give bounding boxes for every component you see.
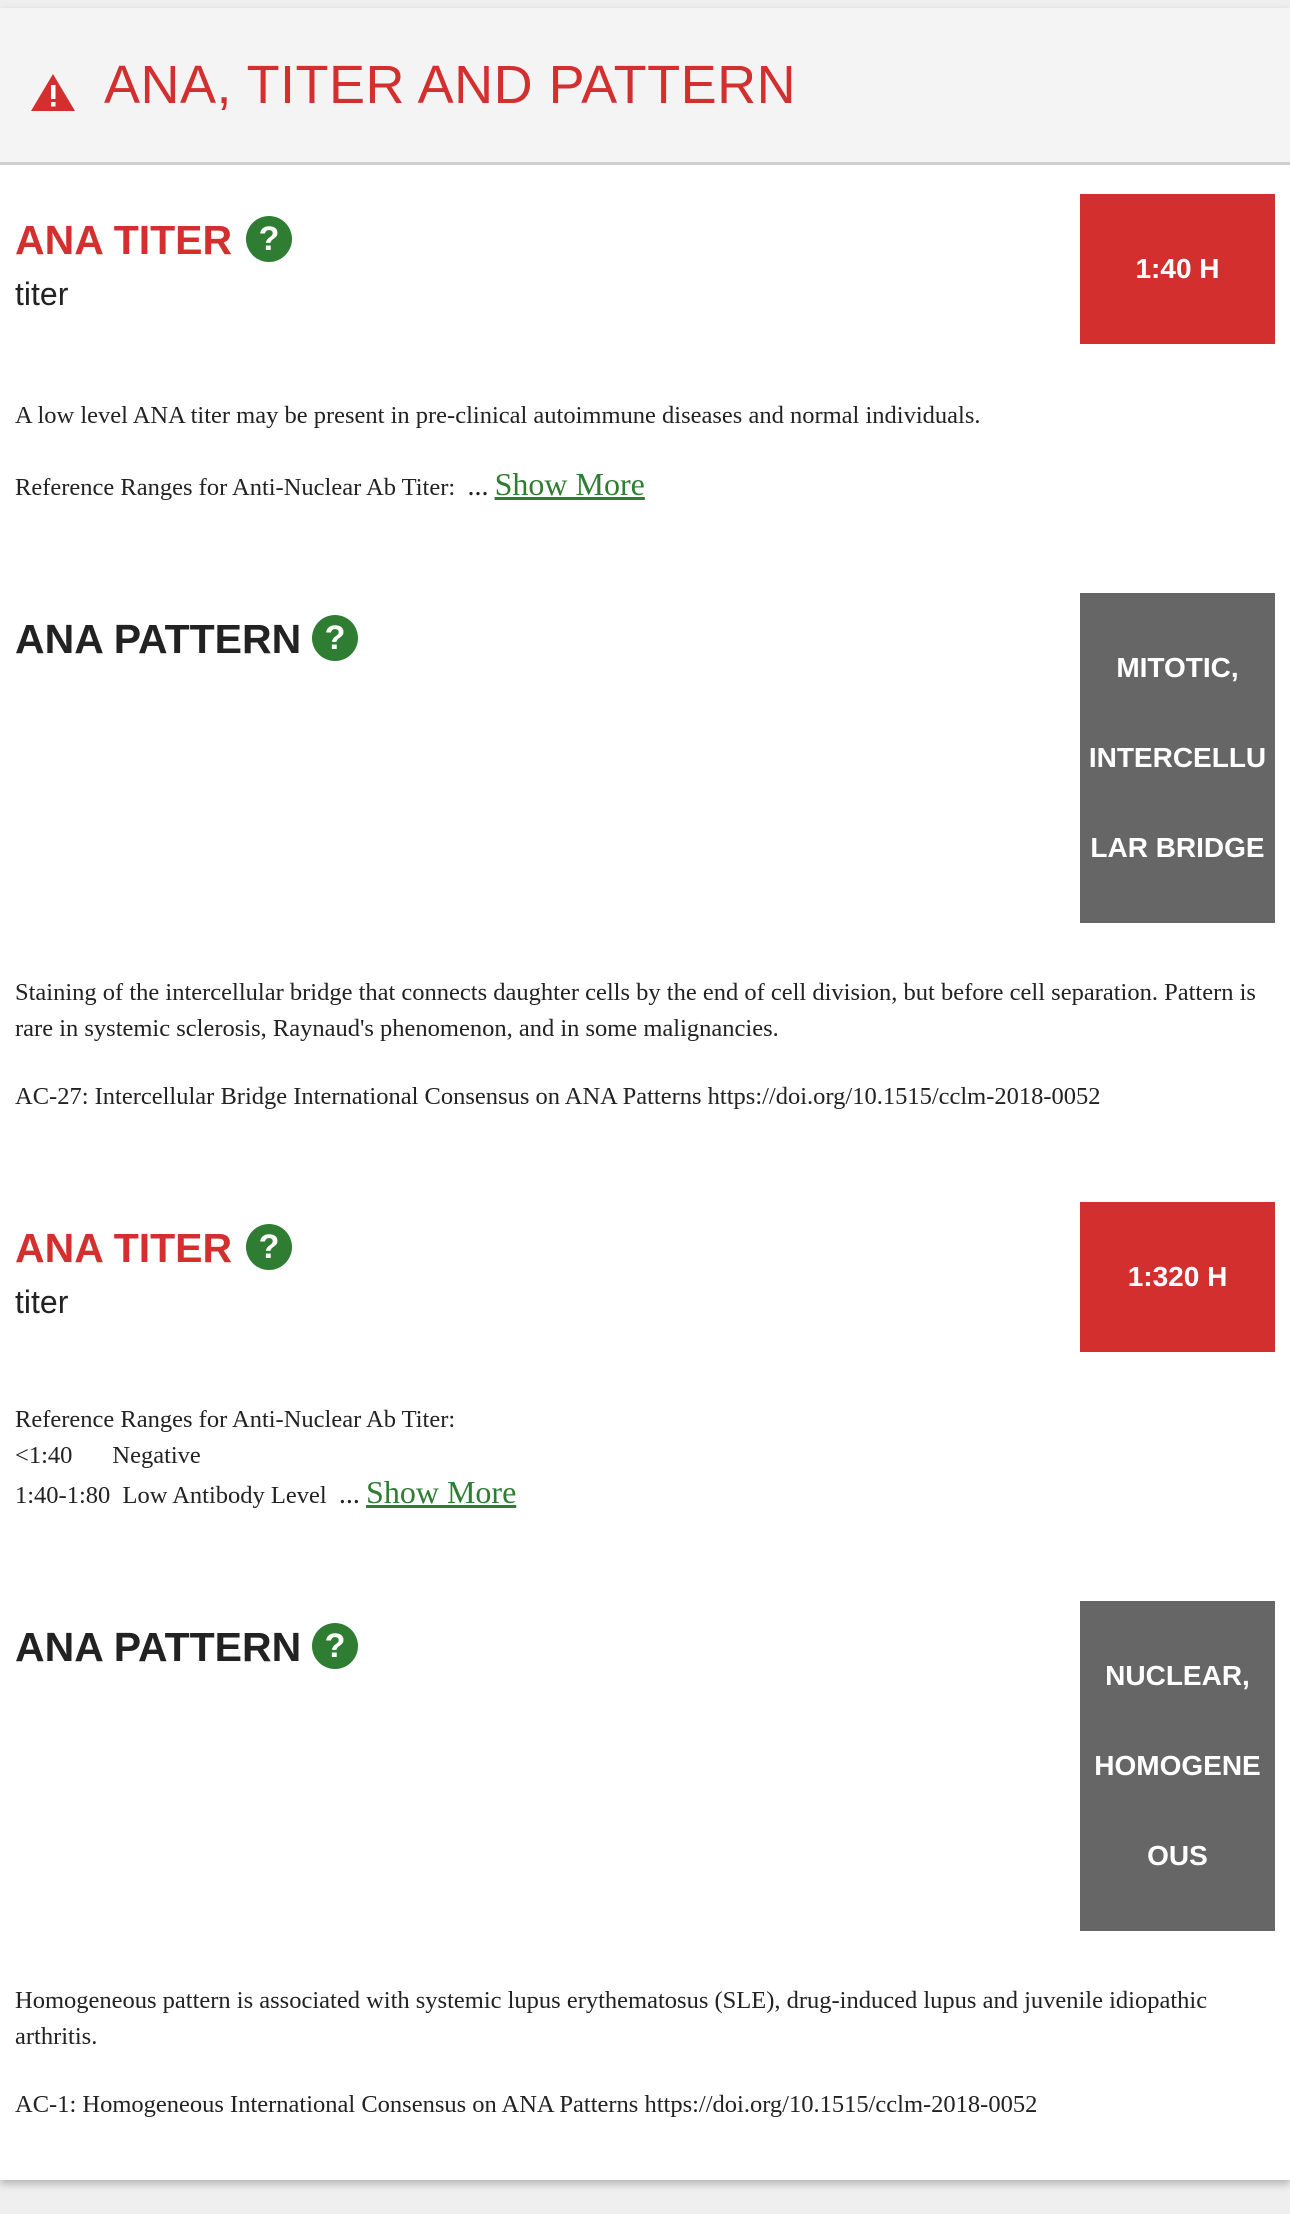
pattern-value-line: NUCLEAR, — [1105, 1660, 1250, 1691]
reference-ranges-table — [15, 1438, 215, 1474]
ellipsis: ... — [467, 471, 489, 502]
pattern-value-line: LAR BRIDGE — [1090, 832, 1265, 863]
reference-intro: Reference Ranges for Anti-Nuclear Ab Titer: — [15, 474, 456, 501]
help-icon[interactable]: ? — [246, 216, 292, 262]
section-reference: AC-1: Homogeneous International Consensus on ANA Patterns https://doi.org/10.1515/cclm-2018-0052 — [15, 2091, 1038, 2118]
show-more-link[interactable]: Show More — [494, 466, 645, 502]
pattern-value-line: INTERCELLU — [1088, 742, 1267, 773]
section-title: ANA TITER — [15, 1225, 233, 1271]
ellipsis: ... — [338, 1479, 360, 1510]
result-value-badge: 1:320 H — [1080, 1202, 1275, 1352]
pattern-value-badge — [1080, 593, 1275, 923]
pattern-value-line: OUS — [1147, 1840, 1208, 1871]
reference-ranges-block — [15, 1402, 1280, 1514]
range-label: Low Antibody Level — [122, 1482, 327, 1509]
show-more-link[interactable]: Show More — [366, 1474, 517, 1510]
result-card — [0, 8, 1290, 2180]
range-label: Negative — [112, 1442, 201, 1469]
range-value: <1:40 — [15, 1442, 73, 1469]
help-icon[interactable]: ? — [312, 615, 358, 661]
reference-intro: Reference Ranges for Anti-Nuclear Ab Titer: — [15, 1406, 456, 1433]
range-value: 1:40-1:80 — [15, 1482, 111, 1509]
pattern-value-badge — [1080, 1601, 1275, 1931]
reference-ranges-line — [15, 466, 1280, 506]
range-row-with-more — [15, 1474, 1280, 1514]
help-icon[interactable]: ? — [312, 1623, 358, 1669]
section-subtitle: titer — [15, 1284, 69, 1320]
section-title: ANA PATTERN — [15, 616, 302, 662]
pattern-value-line: MITOTIC, — [1116, 652, 1239, 683]
section-title: ANA PATTERN — [15, 1624, 302, 1670]
result-value-badge: 1:40 H — [1080, 194, 1275, 344]
section-title: ANA TITER — [15, 217, 233, 263]
card-header — [0, 8, 1290, 165]
section-subtitle: titer — [15, 276, 69, 312]
pattern-value-line: HOMOGENE — [1094, 1750, 1261, 1781]
help-icon[interactable]: ? — [246, 1224, 292, 1270]
warning-icon — [30, 72, 76, 112]
section-reference: AC-27: Intercellular Bridge International Consensus on ANA Patterns https://doi.org/10.1515/cclm-2018-0052 — [15, 1083, 1101, 1110]
section-description: A low level ANA titer may be present in pre-clinical autoimmune diseases and normal individuals. — [15, 402, 981, 429]
table-row — [15, 1438, 215, 1474]
section-description: Staining of the intercellular bridge that connects daughter cells by the end of cell division, but before cell separation. Pattern is rare in systemic sclerosis, Raynaud's phenomenon, and in some malignancies. — [15, 979, 1256, 1042]
page-title: ANA, TITER AND PATTERN — [104, 55, 797, 115]
section-description: Homogeneous pattern is associated with systemic lupus erythematosus (SLE), drug-induced lupus and juvenile idiopathic arthritis. — [15, 1987, 1208, 2050]
